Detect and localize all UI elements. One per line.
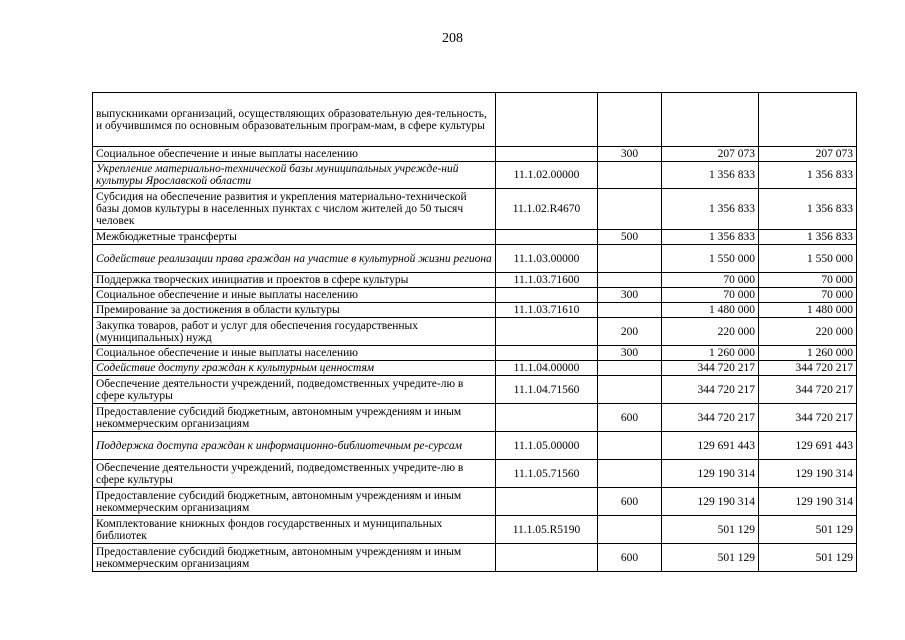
row-name-cell: Предоставление субсидий бюджетным, автономным учреждениям и иным некоммерческим организациям xyxy=(93,544,496,572)
row-expense-type-cell xyxy=(598,376,662,404)
row-name-cell: Поддержка творческих инициатив и проектов в сфере культуры xyxy=(93,273,496,288)
row-amount-year2-cell: 344 720 217 xyxy=(759,361,857,376)
row-code-cell xyxy=(496,230,598,245)
row-amount-year2-cell: 1 480 000 xyxy=(759,303,857,318)
row-expense-type-cell: 600 xyxy=(598,488,662,516)
row-amount-year1-cell: 1 356 833 xyxy=(662,189,759,230)
row-code-cell xyxy=(496,346,598,361)
row-amount-year1-cell: 1 356 833 xyxy=(662,162,759,189)
row-amount-year1-cell: 70 000 xyxy=(662,273,759,288)
row-code-cell: 11.1.05.71560 xyxy=(496,460,598,488)
row-name-cell: Предоставление субсидий бюджетным, автономным учреждениям и иным некоммерческим организациям xyxy=(93,404,496,432)
row-amount-year2-cell: 220 000 xyxy=(759,318,857,346)
row-expense-type-cell xyxy=(598,162,662,189)
row-expense-type-cell xyxy=(598,189,662,230)
table-row xyxy=(93,361,857,376)
table-row xyxy=(93,162,857,189)
table-row xyxy=(93,544,857,572)
row-amount-year1-cell: 220 000 xyxy=(662,318,759,346)
row-amount-year2-cell: 1 550 000 xyxy=(759,245,857,273)
row-code-cell xyxy=(496,544,598,572)
row-code-cell: 11.1.03.71610 xyxy=(496,303,598,318)
row-code-cell: 11.1.03.00000 xyxy=(496,245,598,273)
row-expense-type-cell xyxy=(598,93,662,147)
row-name-cell: Содействие доступу граждан к культурным ценностям xyxy=(93,361,496,376)
row-code-cell xyxy=(496,488,598,516)
row-amount-year1-cell: 1 550 000 xyxy=(662,245,759,273)
row-name-cell: Социальное обеспечение и иные выплаты населению xyxy=(93,346,496,361)
row-expense-type-cell xyxy=(598,516,662,544)
row-amount-year1-cell: 501 129 xyxy=(662,544,759,572)
page-number: 208 xyxy=(442,31,463,46)
row-amount-year1-cell: 1 260 000 xyxy=(662,346,759,361)
table-row xyxy=(93,376,857,404)
row-amount-year1-cell: 129 190 314 xyxy=(662,488,759,516)
table-row xyxy=(93,460,857,488)
table-row xyxy=(93,303,857,318)
table-row xyxy=(93,488,857,516)
row-expense-type-cell: 300 xyxy=(598,288,662,303)
row-expense-type-cell xyxy=(598,245,662,273)
budget-table xyxy=(92,92,857,572)
row-name-cell: Укрепление материально-технической базы муниципальных учрежде-ний культуры Ярославской области xyxy=(93,162,496,189)
row-amount-year2-cell: 70 000 xyxy=(759,288,857,303)
row-code-cell: 11.1.02.00000 xyxy=(496,162,598,189)
row-amount-year1-cell: 344 720 217 xyxy=(662,404,759,432)
row-amount-year1-cell: 129 190 314 xyxy=(662,460,759,488)
row-amount-year2-cell: 501 129 xyxy=(759,516,857,544)
row-name-cell: выпускниками организаций, осуществляющих образовательную дея-тельность, и обучившимся по основным образовательным програм-мам, в сфере культуры xyxy=(93,93,496,147)
row-amount-year1-cell: 207 073 xyxy=(662,147,759,162)
table-row xyxy=(93,516,857,544)
row-name-cell: Межбюджетные трансферты xyxy=(93,230,496,245)
row-amount-year2-cell: 1 356 833 xyxy=(759,189,857,230)
table-row xyxy=(93,93,857,147)
row-amount-year1-cell: 70 000 xyxy=(662,288,759,303)
row-amount-year2-cell xyxy=(759,93,857,147)
row-name-cell: Субсидия на обеспечение развития и укрепления материально-технической базы домов культуры в населенных пунктах с числом жителей до 50 тысяч человек xyxy=(93,189,496,230)
row-amount-year2-cell: 129 691 443 xyxy=(759,432,857,460)
table-row xyxy=(93,273,857,288)
row-code-cell xyxy=(496,288,598,303)
row-name-cell: Комплектование книжных фондов государственных и муниципальных библиотек xyxy=(93,516,496,544)
row-expense-type-cell xyxy=(598,303,662,318)
row-name-cell: Поддержка доступа граждан к информационно-библиотечным ре-сурсам xyxy=(93,432,496,460)
row-amount-year1-cell xyxy=(662,93,759,147)
row-amount-year2-cell: 344 720 217 xyxy=(759,404,857,432)
row-amount-year2-cell: 1 260 000 xyxy=(759,346,857,361)
table-row xyxy=(93,404,857,432)
row-expense-type-cell xyxy=(598,460,662,488)
row-code-cell xyxy=(496,147,598,162)
row-amount-year2-cell: 70 000 xyxy=(759,273,857,288)
row-amount-year2-cell: 207 073 xyxy=(759,147,857,162)
row-expense-type-cell xyxy=(598,361,662,376)
row-name-cell: Предоставление субсидий бюджетным, автономным учреждениям и иным некоммерческим организациям xyxy=(93,488,496,516)
row-amount-year1-cell: 344 720 217 xyxy=(662,376,759,404)
row-code-cell: 11.1.04.71560 xyxy=(496,376,598,404)
row-amount-year2-cell: 1 356 833 xyxy=(759,230,857,245)
table-row xyxy=(93,245,857,273)
row-code-cell: 11.1.03.71600 xyxy=(496,273,598,288)
row-code-cell: 11.1.04.00000 xyxy=(496,361,598,376)
row-amount-year1-cell: 129 691 443 xyxy=(662,432,759,460)
table-row xyxy=(93,147,857,162)
row-code-cell xyxy=(496,318,598,346)
row-expense-type-cell: 300 xyxy=(598,147,662,162)
row-expense-type-cell: 500 xyxy=(598,230,662,245)
row-amount-year2-cell: 501 129 xyxy=(759,544,857,572)
row-expense-type-cell: 300 xyxy=(598,346,662,361)
table-row xyxy=(93,230,857,245)
row-name-cell: Содействие реализации права граждан на участие в культурной жизни региона xyxy=(93,245,496,273)
row-amount-year2-cell: 129 190 314 xyxy=(759,488,857,516)
row-name-cell: Обеспечение деятельности учреждений, подведомственных учредите-лю в сфере культуры xyxy=(93,376,496,404)
budget-table-body xyxy=(93,93,857,572)
table-row xyxy=(93,288,857,303)
row-amount-year1-cell: 501 129 xyxy=(662,516,759,544)
row-expense-type-cell: 200 xyxy=(598,318,662,346)
row-amount-year2-cell: 1 356 833 xyxy=(759,162,857,189)
row-amount-year2-cell: 129 190 314 xyxy=(759,460,857,488)
row-code-cell: 11.1.05.00000 xyxy=(496,432,598,460)
row-name-cell: Премирование за достижения в области культуры xyxy=(93,303,496,318)
row-expense-type-cell xyxy=(598,273,662,288)
table-row xyxy=(93,432,857,460)
row-code-cell xyxy=(496,93,598,147)
row-code-cell xyxy=(496,404,598,432)
row-expense-type-cell xyxy=(598,432,662,460)
row-amount-year2-cell: 344 720 217 xyxy=(759,376,857,404)
row-name-cell: Закупка товаров, работ и услуг для обеспечения государственных (муниципальных) нужд xyxy=(93,318,496,346)
table-row xyxy=(93,318,857,346)
row-amount-year1-cell: 1 480 000 xyxy=(662,303,759,318)
row-expense-type-cell: 600 xyxy=(598,404,662,432)
row-amount-year1-cell: 1 356 833 xyxy=(662,230,759,245)
table-row xyxy=(93,346,857,361)
row-amount-year1-cell: 344 720 217 xyxy=(662,361,759,376)
row-name-cell: Социальное обеспечение и иные выплаты населению xyxy=(93,147,496,162)
table-row xyxy=(93,189,857,230)
row-code-cell: 11.1.02.R4670 xyxy=(496,189,598,230)
row-name-cell: Социальное обеспечение и иные выплаты населению xyxy=(93,288,496,303)
row-code-cell: 11.1.05.R5190 xyxy=(496,516,598,544)
row-name-cell: Обеспечение деятельности учреждений, подведомственных учредите-лю в сфере культуры xyxy=(93,460,496,488)
row-expense-type-cell: 600 xyxy=(598,544,662,572)
